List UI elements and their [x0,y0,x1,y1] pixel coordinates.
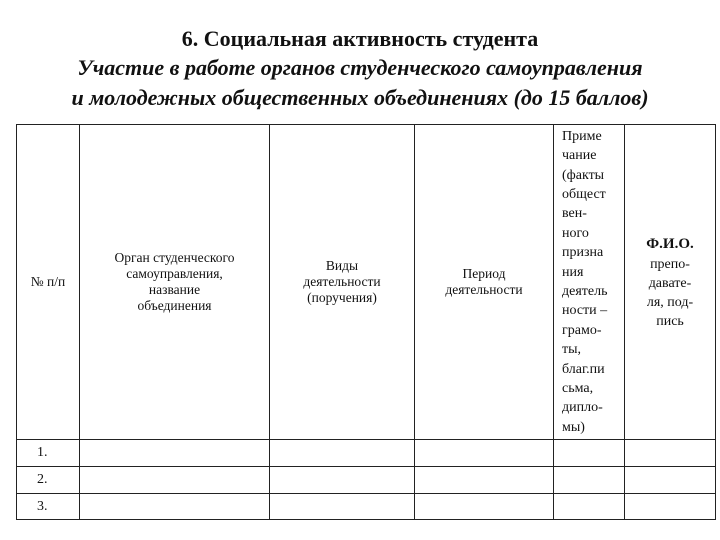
header-note-line: Приме [562,128,602,144]
header-note-line: (факты [562,167,605,183]
header-organization-line: название [148,282,201,297]
header-note-line: общест [562,186,606,202]
cell-period[interactable] [415,440,554,467]
cell-signature[interactable] [625,494,716,520]
section-subtitle-line-1: Участие в работе органов студенческого самоуправления [77,55,643,80]
section-subtitle-line-2: и молодежных общественных объединениях (до 15 баллов) [71,85,649,110]
header-note-line: ного [562,225,589,241]
header-organization-line: самоуправления, [126,266,223,281]
header-note-line: мы) [562,419,585,435]
cell-organization[interactable] [80,440,270,467]
table-header-row [17,125,716,440]
header-note-line: благ.пи [562,361,605,377]
section-title: 6. Социальная активность студента [181,26,539,51]
table-row [17,440,716,467]
header-fio-title: Ф.И.О. [646,236,694,252]
cell-period[interactable] [415,494,554,520]
cell-note[interactable] [554,440,625,467]
header-note-line: ния [562,264,584,280]
header-note-line: дипло- [562,400,603,416]
cell-organization[interactable] [80,494,270,520]
header-organization-line: объединения [137,298,212,313]
header-note-line: деятель [562,284,608,299]
header-activity-types [270,125,415,440]
header-fio-line: давате- [648,276,692,291]
row-number: 3. [17,494,80,520]
header-activity-line: (поручения) [307,290,377,305]
header-activity-line: Виды [325,258,359,273]
header-activity-line: деятельности [303,274,381,289]
activity-table [16,124,716,520]
header-fio-line: препо- [650,257,690,272]
header-period-line: Период [462,266,506,281]
header-note-line: призна [562,245,604,261]
header-note-line: ности – [562,303,608,319]
cell-activity-types[interactable] [270,494,415,520]
header-organization-line: Орган студенческого [114,250,235,265]
cell-note[interactable] [554,494,625,520]
cell-period[interactable] [415,467,554,494]
header-teacher-signature [625,125,716,440]
header-note-line: чание [562,148,597,164]
header-note-line: сьма, [562,381,594,397]
cell-note[interactable] [554,467,625,494]
header-period [415,125,554,440]
row-number: 2. [17,467,80,494]
header-note-line: ты, [562,342,582,358]
header-period-line: деятельности [445,282,523,297]
header-note [554,125,625,440]
row-number: 1. [17,440,80,467]
header-fio-line: ля, под- [646,295,694,310]
cell-activity-types[interactable] [270,467,415,494]
cell-signature[interactable] [625,467,716,494]
cell-organization[interactable] [80,467,270,494]
header-fio-line: пись [656,314,684,329]
header-number: № п/п [17,125,80,440]
header-organization [80,125,270,440]
header-note-line: грамо- [562,322,602,338]
cell-signature[interactable] [625,440,716,467]
table-row [17,467,716,494]
cell-activity-types[interactable] [270,440,415,467]
table-row [17,494,716,520]
header-note-line: вен- [562,206,587,222]
